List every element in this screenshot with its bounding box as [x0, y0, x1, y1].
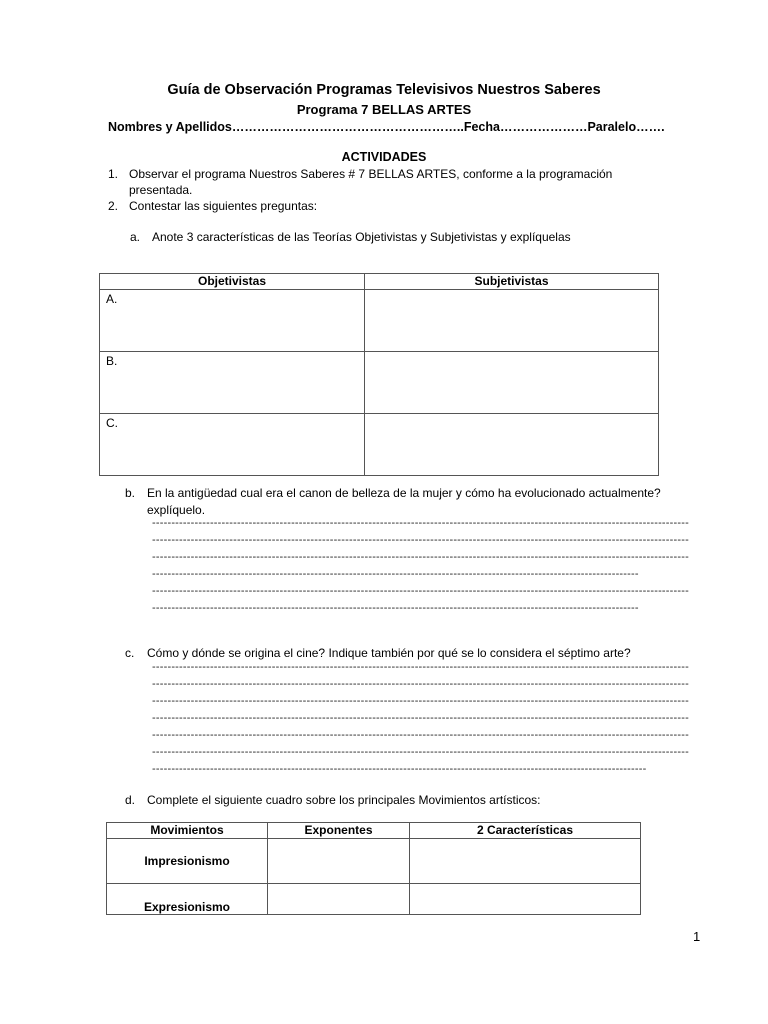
caracteristicas-cell-impresionismo[interactable]: [410, 839, 641, 884]
names-date-line: Nombres y Apellidos………………………………………………..Fecha…………………Paralelo…….: [108, 120, 665, 134]
question-a-text: Anote 3 características de las Teorías Objetivistas y Subjetivistas y explíquelas: [152, 230, 571, 244]
answer-line[interactable]: -------------------------------------------------------------------------------------------------------------------------------------------: [152, 712, 689, 724]
movements-table: [106, 822, 641, 915]
question-b-text: En la antigüedad cual era el canon de belleza de la mujer y cómo ha evolucionado actualmente?: [147, 486, 661, 500]
page-number: 1: [693, 929, 701, 944]
objetivistas-cell-a[interactable]: [100, 290, 365, 352]
item-number: 1.: [108, 167, 119, 181]
item-text: Observar el programa Nuestros Saberes # 7 BELLAS ARTES, conforme a la programación: [129, 167, 613, 181]
question-b-text-continued: explíquelo.: [147, 503, 206, 517]
question-c-label: c.: [125, 646, 135, 660]
objetivistas-cell-c[interactable]: [100, 414, 365, 476]
exponentes-cell-expresionismo[interactable]: [268, 884, 410, 915]
subjetivistas-cell-c[interactable]: [365, 414, 659, 476]
movement-impresionismo: Impresionismo: [107, 839, 268, 884]
answer-line[interactable]: ------------------------------------------------------------------------------------------------------------------------------: [152, 568, 639, 580]
item-number: 2.: [108, 199, 119, 213]
answer-line[interactable]: --------------------------------------------------------------------------------------------------------------------------------: [152, 763, 647, 775]
question-d-text: Complete el siguiente cuadro sobre los principales Movimientos artísticos:: [147, 793, 541, 807]
item-text: Contestar las siguientes preguntas:: [129, 199, 318, 213]
column-header-subjetivistas: Subjetivistas: [365, 274, 659, 290]
answer-line[interactable]: -------------------------------------------------------------------------------------------------------------------------------------------: [152, 517, 689, 529]
column-header-exponentes: Exponentes: [268, 823, 410, 839]
exponentes-cell-impresionismo[interactable]: [268, 839, 410, 884]
column-header-movimientos: Movimientos: [107, 823, 268, 839]
theories-table: [99, 273, 659, 476]
answer-line[interactable]: -------------------------------------------------------------------------------------------------------------------------------------------: [152, 551, 689, 563]
document-title: Guía de Observación Programas Televisivos Nuestros Saberes: [167, 82, 601, 98]
row-label: B.: [106, 354, 118, 368]
subjetivistas-cell-a[interactable]: [365, 290, 659, 352]
question-a-label: a.: [130, 230, 141, 244]
answer-line[interactable]: -------------------------------------------------------------------------------------------------------------------------------------------: [152, 729, 689, 741]
answer-line[interactable]: -------------------------------------------------------------------------------------------------------------------------------------------: [152, 746, 689, 758]
objetivistas-cell-b[interactable]: [100, 352, 365, 414]
subjetivistas-cell-b[interactable]: [365, 352, 659, 414]
answer-line[interactable]: -------------------------------------------------------------------------------------------------------------------------------------------: [152, 661, 689, 673]
caracteristicas-cell-expresionismo[interactable]: [410, 884, 641, 915]
answer-line[interactable]: -------------------------------------------------------------------------------------------------------------------------------------------: [152, 534, 689, 546]
row-label: C.: [106, 416, 118, 430]
question-d-label: d.: [125, 793, 136, 807]
answer-line[interactable]: -------------------------------------------------------------------------------------------------------------------------------------------: [152, 695, 689, 707]
question-b-label: b.: [125, 486, 136, 500]
item-text-continued: presentada.: [129, 183, 193, 197]
question-c-text: Cómo y dónde se origina el cine? Indique también por qué se lo considera el séptimo arte?: [147, 646, 631, 660]
answer-line[interactable]: -------------------------------------------------------------------------------------------------------------------------------------------: [152, 678, 689, 690]
answer-line[interactable]: -------------------------------------------------------------------------------------------------------------------------------------------: [152, 585, 689, 597]
movement-expresionismo: Expresionismo: [107, 884, 268, 915]
column-header-caracteristicas: 2 Características: [410, 823, 641, 839]
activities-heading: ACTIVIDADES: [341, 150, 427, 164]
column-header-objetivistas: Objetivistas: [100, 274, 365, 290]
program-subtitle: Programa 7 BELLAS ARTES: [296, 102, 472, 117]
row-label: A.: [106, 292, 118, 306]
answer-line[interactable]: ------------------------------------------------------------------------------------------------------------------------------: [152, 602, 639, 614]
